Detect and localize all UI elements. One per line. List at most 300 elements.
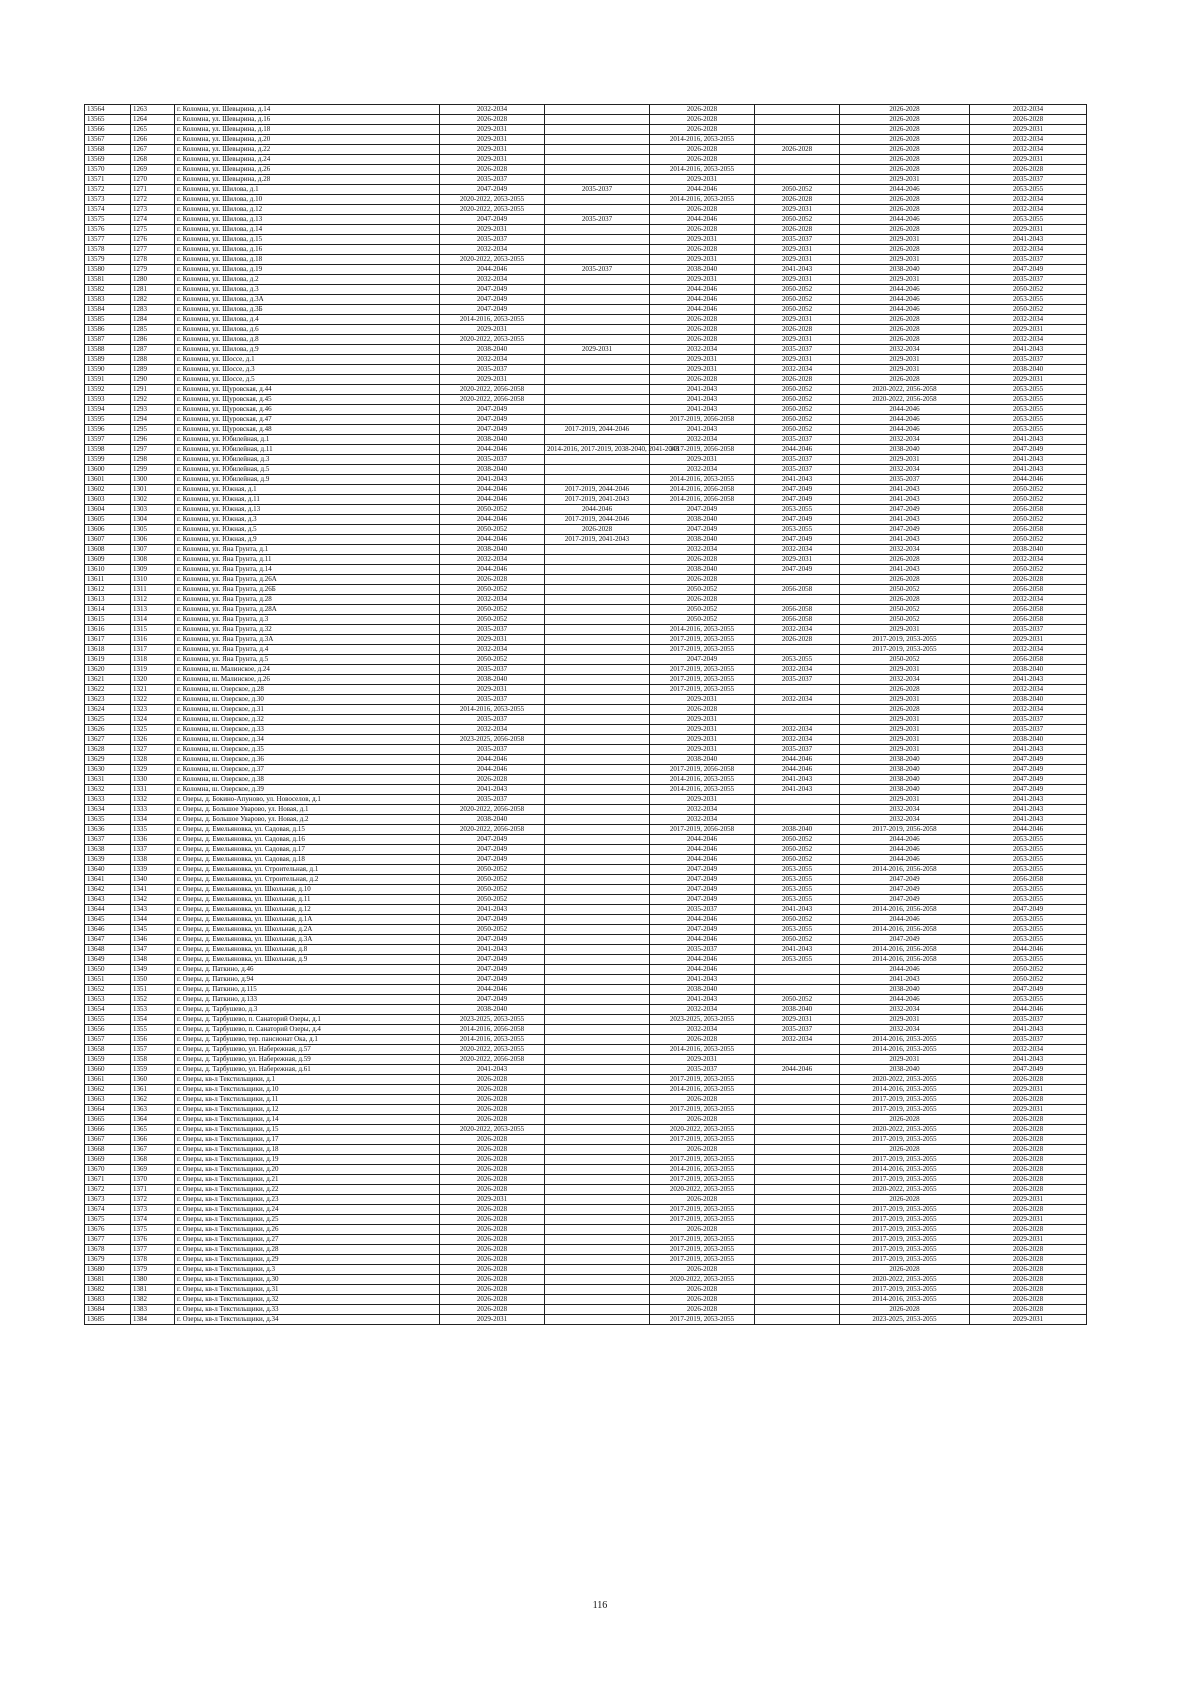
period-cell-2 (545, 1285, 650, 1295)
address-cell: г. Озеры, д. Паткино, д.115 (175, 985, 440, 995)
period-cell-6: 2056-2058 (970, 615, 1087, 625)
address-cell: г. Коломна, ул. Яна Грунта, д.11 (175, 555, 440, 565)
period-cell-1: 2020-2022, 2053-2055 (440, 255, 545, 265)
table-body (85, 105, 1087, 1325)
period-cell-1: 2026-2028 (440, 165, 545, 175)
period-cell-1: 2038-2040 (440, 465, 545, 475)
period-cell-2 (545, 945, 650, 955)
address-cell: г. Коломна, ул. Яна Грунта, д.26Б (175, 585, 440, 595)
period-cell-1: 2050-2052 (440, 865, 545, 875)
period-cell-1: 2029-2031 (440, 155, 545, 165)
table-row (85, 1215, 1087, 1225)
table-row (85, 235, 1087, 245)
period-cell-3: 2017-2019, 2056-2058 (650, 825, 755, 835)
row-number-cell: 1293 (131, 405, 175, 415)
period-cell-2 (545, 715, 650, 725)
row-index-cell: 13684 (85, 1305, 131, 1315)
period-cell-5: 2041-2043 (840, 515, 970, 525)
period-cell-6: 2026-2028 (970, 1205, 1087, 1215)
period-cell-5: 2044-2046 (840, 415, 970, 425)
period-cell-2 (545, 355, 650, 365)
period-cell-4: 2050-2052 (755, 285, 840, 295)
address-cell: г. Озеры, кв-л Текстильщики, д.28 (175, 1245, 440, 1255)
address-cell: г. Коломна, ш. Озерское, д.38 (175, 775, 440, 785)
period-cell-2 (545, 845, 650, 855)
period-cell-3: 2026-2028 (650, 115, 755, 125)
period-cell-2 (545, 235, 650, 245)
period-cell-5: 2047-2049 (840, 935, 970, 945)
row-number-cell: 1329 (131, 765, 175, 775)
table-row (85, 315, 1087, 325)
period-cell-3: 2032-2034 (650, 345, 755, 355)
table-row (85, 1115, 1087, 1125)
period-cell-3: 2026-2028 (650, 1295, 755, 1305)
row-index-cell: 13662 (85, 1085, 131, 1095)
row-index-cell: 13647 (85, 935, 131, 945)
period-cell-2 (545, 305, 650, 315)
period-cell-4 (755, 1115, 840, 1125)
period-cell-4 (755, 1255, 840, 1265)
row-number-cell: 1281 (131, 285, 175, 295)
period-cell-2 (545, 1245, 650, 1255)
period-cell-1: 2047-2049 (440, 185, 545, 195)
address-cell: г. Озеры, кв-л Текстильщики, д.19 (175, 1155, 440, 1165)
row-index-cell: 13670 (85, 1165, 131, 1175)
address-cell: г. Коломна, ул. Южная, д.3 (175, 515, 440, 525)
table-row (85, 115, 1087, 125)
address-cell: г. Озеры, д. Паткино, д.46 (175, 965, 440, 975)
period-cell-6: 2035-2037 (970, 725, 1087, 735)
row-index-cell: 13645 (85, 915, 131, 925)
period-cell-6: 2032-2034 (970, 705, 1087, 715)
period-cell-1: 2038-2040 (440, 675, 545, 685)
schedule-table (84, 104, 1087, 1325)
row-index-cell: 13629 (85, 755, 131, 765)
table-row (85, 105, 1087, 115)
period-cell-6: 2026-2028 (970, 1295, 1087, 1305)
period-cell-3: 2035-2037 (650, 945, 755, 955)
period-cell-2 (545, 595, 650, 605)
period-cell-6: 2029-2031 (970, 375, 1087, 385)
period-cell-3: 2044-2046 (650, 285, 755, 295)
period-cell-5: 2029-2031 (840, 745, 970, 755)
period-cell-2 (545, 585, 650, 595)
period-cell-2 (545, 325, 650, 335)
period-cell-1: 2020-2022, 2053-2055 (440, 205, 545, 215)
period-cell-6: 2026-2028 (970, 1255, 1087, 1265)
period-cell-4: 2053-2055 (755, 505, 840, 515)
table-row (85, 795, 1087, 805)
table-row (85, 415, 1087, 425)
period-cell-4: 2047-2049 (755, 485, 840, 495)
period-cell-1: 2047-2049 (440, 295, 545, 305)
address-cell: г. Коломна, ш. Озерское, д.36 (175, 755, 440, 765)
period-cell-1: 2044-2046 (440, 985, 545, 995)
address-cell: г. Озеры, кв-л Текстильщики, д.29 (175, 1255, 440, 1265)
period-cell-4: 2026-2028 (755, 375, 840, 385)
row-index-cell: 13566 (85, 125, 131, 135)
row-index-cell: 13639 (85, 855, 131, 865)
period-cell-5: 2032-2034 (840, 1025, 970, 1035)
address-cell: г. Коломна, ул. Юбилейная, д.1 (175, 435, 440, 445)
table-row (85, 475, 1087, 485)
period-cell-4 (755, 1245, 840, 1255)
row-number-cell: 1367 (131, 1145, 175, 1155)
period-cell-6: 2026-2028 (970, 1165, 1087, 1175)
period-cell-3: 2050-2052 (650, 615, 755, 625)
table-row (85, 265, 1087, 275)
period-cell-5: 2044-2046 (840, 185, 970, 195)
period-cell-1: 2029-2031 (440, 325, 545, 335)
period-cell-3: 2026-2028 (650, 705, 755, 715)
table-row (85, 1235, 1087, 1245)
period-cell-3: 2026-2028 (650, 105, 755, 115)
address-cell: г. Коломна, ул. Шевырина, д.24 (175, 155, 440, 165)
period-cell-6: 2053-2055 (970, 385, 1087, 395)
row-number-cell: 1273 (131, 205, 175, 215)
period-cell-3: 2026-2028 (650, 1265, 755, 1275)
period-cell-2 (545, 335, 650, 345)
period-cell-4: 2026-2028 (755, 195, 840, 205)
period-cell-2 (545, 255, 650, 265)
period-cell-6: 2035-2037 (970, 255, 1087, 265)
period-cell-5: 2014-2016, 2056-2058 (840, 865, 970, 875)
row-number-cell: 1300 (131, 475, 175, 485)
table-row (85, 545, 1087, 555)
period-cell-3: 2029-2031 (650, 355, 755, 365)
address-cell: г. Коломна, ул. Шевырина, д.22 (175, 145, 440, 155)
row-number-cell: 1334 (131, 815, 175, 825)
address-cell: г. Коломна, ул. Юбилейная, д.3 (175, 455, 440, 465)
period-cell-1: 2029-2031 (440, 135, 545, 145)
address-cell: г. Озеры, д. Бокино-Апуново, ул. Новоселов, д.1 (175, 795, 440, 805)
period-cell-5: 2026-2028 (840, 165, 970, 175)
row-number-cell: 1365 (131, 1125, 175, 1135)
period-cell-6: 2026-2028 (970, 115, 1087, 125)
row-number-cell: 1270 (131, 175, 175, 185)
address-cell: г. Озеры, кв-л Текстильщики, д.17 (175, 1135, 440, 1145)
period-cell-3: 2044-2046 (650, 915, 755, 925)
row-index-cell: 13650 (85, 965, 131, 975)
period-cell-4: 2032-2034 (755, 625, 840, 635)
row-index-cell: 13613 (85, 595, 131, 605)
period-cell-3: 2014-2016, 2056-2058 (650, 495, 755, 505)
period-cell-3: 2026-2028 (650, 245, 755, 255)
table-row (85, 975, 1087, 985)
period-cell-5: 2035-2037 (840, 475, 970, 485)
period-cell-3: 2047-2049 (650, 505, 755, 515)
address-cell: г. Коломна, ш. Озерское, д.30 (175, 695, 440, 705)
period-cell-6: 2044-2046 (970, 475, 1087, 485)
period-cell-4 (755, 815, 840, 825)
period-cell-6: 2026-2028 (970, 1135, 1087, 1145)
table-row (85, 1005, 1087, 1015)
row-index-cell: 13610 (85, 565, 131, 575)
address-cell: г. Коломна, ул. Шилова, д.14 (175, 225, 440, 235)
address-cell: г. Коломна, ш. Озерское, д.34 (175, 735, 440, 745)
period-cell-4: 2056-2058 (755, 585, 840, 595)
period-cell-3: 2017-2019, 2053-2055 (650, 1205, 755, 1215)
period-cell-1: 2047-2049 (440, 995, 545, 1005)
row-number-cell: 1330 (131, 775, 175, 785)
period-cell-1: 2026-2028 (440, 1205, 545, 1215)
period-cell-5: 2041-2043 (840, 495, 970, 505)
row-index-cell: 13580 (85, 265, 131, 275)
row-number-cell: 1263 (131, 105, 175, 115)
period-cell-1: 2047-2049 (440, 855, 545, 865)
period-cell-4: 2029-2031 (755, 275, 840, 285)
row-index-cell: 13617 (85, 635, 131, 645)
period-cell-1: 2026-2028 (440, 1175, 545, 1185)
period-cell-6: 2050-2052 (970, 305, 1087, 315)
period-cell-5: 2026-2028 (840, 105, 970, 115)
period-cell-2 (545, 1305, 650, 1315)
period-cell-2 (545, 1235, 650, 1245)
row-number-cell: 1283 (131, 305, 175, 315)
address-cell: г. Коломна, ш. Озерское, д.33 (175, 725, 440, 735)
period-cell-3: 2029-2031 (650, 725, 755, 735)
period-cell-4: 2029-2031 (755, 1015, 840, 1025)
period-cell-4: 2035-2037 (755, 1025, 840, 1035)
address-cell: г. Озеры, кв-л Текстильщики, д.14 (175, 1115, 440, 1125)
period-cell-4 (755, 1095, 840, 1105)
address-cell: г. Коломна, ул. Шилова, д.6 (175, 325, 440, 335)
period-cell-3: 2029-2031 (650, 795, 755, 805)
address-cell: г. Коломна, ул. Шилова, д.9 (175, 345, 440, 355)
period-cell-4: 2044-2046 (755, 445, 840, 455)
period-cell-6: 2053-2055 (970, 835, 1087, 845)
row-number-cell: 1355 (131, 1025, 175, 1035)
period-cell-6: 2032-2034 (970, 555, 1087, 565)
table-row (85, 495, 1087, 505)
row-number-cell: 1264 (131, 115, 175, 125)
row-index-cell: 13564 (85, 105, 131, 115)
period-cell-4: 2050-2052 (755, 835, 840, 845)
row-index-cell: 13605 (85, 515, 131, 525)
period-cell-3: 2038-2040 (650, 515, 755, 525)
row-index-cell: 13616 (85, 625, 131, 635)
period-cell-1: 2026-2028 (440, 1145, 545, 1155)
period-cell-1: 2020-2022, 2056-2058 (440, 825, 545, 835)
address-cell: г. Озеры, д. Емельяновка, ул. Школьная, д.1А (175, 915, 440, 925)
period-cell-2 (545, 955, 650, 965)
period-cell-1: 2047-2049 (440, 975, 545, 985)
address-cell: г. Озеры, д. Тарбушево, п. Санаторий Озеры, д.4 (175, 1025, 440, 1035)
period-cell-5: 2017-2019, 2053-2055 (840, 1255, 970, 1265)
period-cell-3: 2026-2028 (650, 1305, 755, 1315)
period-cell-2 (545, 1315, 650, 1325)
table-row (85, 935, 1087, 945)
address-cell: г. Озеры, кв-л Текстильщики, д.12 (175, 1105, 440, 1115)
period-cell-6: 2026-2028 (970, 1115, 1087, 1125)
period-cell-5: 2026-2028 (840, 1115, 970, 1125)
row-index-cell: 13626 (85, 725, 131, 735)
table-row (85, 165, 1087, 175)
address-cell: г. Озеры, д. Паткино, д.94 (175, 975, 440, 985)
period-cell-2 (545, 935, 650, 945)
period-cell-4 (755, 575, 840, 585)
period-cell-6: 2032-2034 (970, 315, 1087, 325)
address-cell: г. Коломна, ул. Южная, д.5 (175, 525, 440, 535)
period-cell-2 (545, 555, 650, 565)
table-row (85, 335, 1087, 345)
address-cell: г. Озеры, д. Тарбушево, ул. Набережная, д.61 (175, 1065, 440, 1075)
period-cell-4: 2032-2034 (755, 365, 840, 375)
address-cell: г. Озеры, д. Емельяновка, ул. Садовая, д.17 (175, 845, 440, 855)
period-cell-6: 2026-2028 (970, 1225, 1087, 1235)
period-cell-2 (545, 885, 650, 895)
row-index-cell: 13574 (85, 205, 131, 215)
period-cell-2 (545, 875, 650, 885)
period-cell-2 (545, 905, 650, 915)
period-cell-4 (755, 1225, 840, 1235)
period-cell-1: 2035-2037 (440, 695, 545, 705)
period-cell-5: 2038-2040 (840, 265, 970, 275)
period-cell-4 (755, 1175, 840, 1185)
period-cell-6: 2053-2055 (970, 935, 1087, 945)
row-number-cell: 1275 (131, 225, 175, 235)
period-cell-3: 2026-2028 (650, 595, 755, 605)
address-cell: г. Коломна, ул. Яна Грунта, д.3 (175, 615, 440, 625)
period-cell-5: 2029-2031 (840, 235, 970, 245)
period-cell-5: 2014-2016, 2053-2055 (840, 1085, 970, 1095)
period-cell-6: 2050-2052 (970, 965, 1087, 975)
period-cell-4 (755, 685, 840, 695)
period-cell-2 (545, 1165, 650, 1175)
period-cell-2 (545, 1065, 650, 1075)
row-index-cell: 13633 (85, 795, 131, 805)
row-index-cell: 13655 (85, 1015, 131, 1025)
period-cell-4: 2044-2046 (755, 1065, 840, 1075)
address-cell: г. Коломна, ул. Шилова, д.1 (175, 185, 440, 195)
period-cell-3: 2026-2028 (650, 375, 755, 385)
row-index-cell: 13586 (85, 325, 131, 335)
period-cell-2: 2017-2019, 2044-2046 (545, 515, 650, 525)
address-cell: г. Коломна, ул. Шевырина, д.26 (175, 165, 440, 175)
period-cell-4: 2038-2040 (755, 825, 840, 835)
period-cell-6: 2026-2028 (970, 1145, 1087, 1155)
row-number-cell: 1277 (131, 245, 175, 255)
period-cell-6: 2032-2034 (970, 195, 1087, 205)
row-number-cell: 1295 (131, 425, 175, 435)
period-cell-3: 2032-2034 (650, 1005, 755, 1015)
period-cell-1: 2047-2049 (440, 215, 545, 225)
table-row (85, 485, 1087, 495)
period-cell-6: 2044-2046 (970, 945, 1087, 955)
period-cell-1: 2026-2028 (440, 1215, 545, 1225)
row-index-cell: 13583 (85, 295, 131, 305)
table-row (85, 575, 1087, 585)
row-index-cell: 13584 (85, 305, 131, 315)
table-row (85, 145, 1087, 155)
address-cell: г. Озеры, кв-л Текстильщики, д.20 (175, 1165, 440, 1175)
period-cell-6: 2029-2031 (970, 1105, 1087, 1115)
row-number-cell: 1335 (131, 825, 175, 835)
table-row (85, 715, 1087, 725)
period-cell-5: 2041-2043 (840, 975, 970, 985)
period-cell-5: 2017-2019, 2053-2055 (840, 1285, 970, 1295)
period-cell-4: 2032-2034 (755, 545, 840, 555)
period-cell-1: 2044-2046 (440, 565, 545, 575)
table-row (85, 555, 1087, 565)
row-number-cell: 1376 (131, 1235, 175, 1245)
table-row (85, 745, 1087, 755)
period-cell-5: 2017-2019, 2053-2055 (840, 1095, 970, 1105)
row-index-cell: 13640 (85, 865, 131, 875)
period-cell-5: 2044-2046 (840, 965, 970, 975)
period-cell-3: 2038-2040 (650, 535, 755, 545)
period-cell-4 (755, 105, 840, 115)
row-number-cell: 1299 (131, 465, 175, 475)
period-cell-2 (545, 1035, 650, 1045)
table-row (85, 535, 1087, 545)
table-row (85, 1275, 1087, 1285)
table-row (85, 1025, 1087, 1035)
period-cell-2 (545, 785, 650, 795)
period-cell-1: 2026-2028 (440, 1285, 545, 1295)
row-index-cell: 13685 (85, 1315, 131, 1325)
period-cell-1: 2050-2052 (440, 895, 545, 905)
row-index-cell: 13571 (85, 175, 131, 185)
period-cell-1: 2050-2052 (440, 605, 545, 615)
period-cell-2 (545, 405, 650, 415)
row-index-cell: 13677 (85, 1235, 131, 1245)
address-cell: г. Озеры, кв-л Текстильщики, д.18 (175, 1145, 440, 1155)
table-row (85, 645, 1087, 655)
row-index-cell: 13609 (85, 555, 131, 565)
address-cell: г. Озеры, д. Емельяновка, ул. Школьная, д.11 (175, 895, 440, 905)
period-cell-5: 2044-2046 (840, 995, 970, 1005)
period-cell-2: 2035-2037 (545, 215, 650, 225)
table-row (85, 1295, 1087, 1305)
table-row (85, 215, 1087, 225)
period-cell-5: 2014-2016, 2053-2055 (840, 1165, 970, 1175)
row-index-cell: 13621 (85, 675, 131, 685)
table-row (85, 395, 1087, 405)
period-cell-1: 2035-2037 (440, 235, 545, 245)
period-cell-2 (545, 915, 650, 925)
period-cell-6: 2032-2034 (970, 205, 1087, 215)
address-cell: г. Коломна, ул. Шевырина, д.18 (175, 125, 440, 135)
table-row (85, 185, 1087, 195)
address-cell: г. Коломна, ул. Шилова, д.8 (175, 335, 440, 345)
period-cell-4: 2050-2052 (755, 845, 840, 855)
period-cell-4: 2029-2031 (755, 335, 840, 345)
table-row (85, 1155, 1087, 1165)
row-index-cell: 13619 (85, 655, 131, 665)
address-cell: г. Озеры, кв-л Текстильщики, д.1 (175, 1075, 440, 1085)
period-cell-1: 2026-2028 (440, 1155, 545, 1165)
period-cell-4: 2050-2052 (755, 405, 840, 415)
period-cell-1: 2029-2031 (440, 1315, 545, 1325)
period-cell-3: 2017-2019, 2053-2055 (650, 1235, 755, 1245)
row-number-cell: 1296 (131, 435, 175, 445)
period-cell-6: 2053-2055 (970, 995, 1087, 1005)
address-cell: г. Коломна, ул. Шоссе, д.1 (175, 355, 440, 365)
table-row (85, 155, 1087, 165)
period-cell-5: 2026-2028 (840, 555, 970, 565)
period-cell-4: 2035-2037 (755, 675, 840, 685)
period-cell-3: 2047-2049 (650, 925, 755, 935)
period-cell-6: 2053-2055 (970, 415, 1087, 425)
row-index-cell: 13598 (85, 445, 131, 455)
table-row (85, 1265, 1087, 1275)
period-cell-4 (755, 805, 840, 815)
period-cell-4 (755, 1045, 840, 1055)
row-index-cell: 13666 (85, 1125, 131, 1135)
period-cell-2 (545, 815, 650, 825)
table-row (85, 565, 1087, 575)
